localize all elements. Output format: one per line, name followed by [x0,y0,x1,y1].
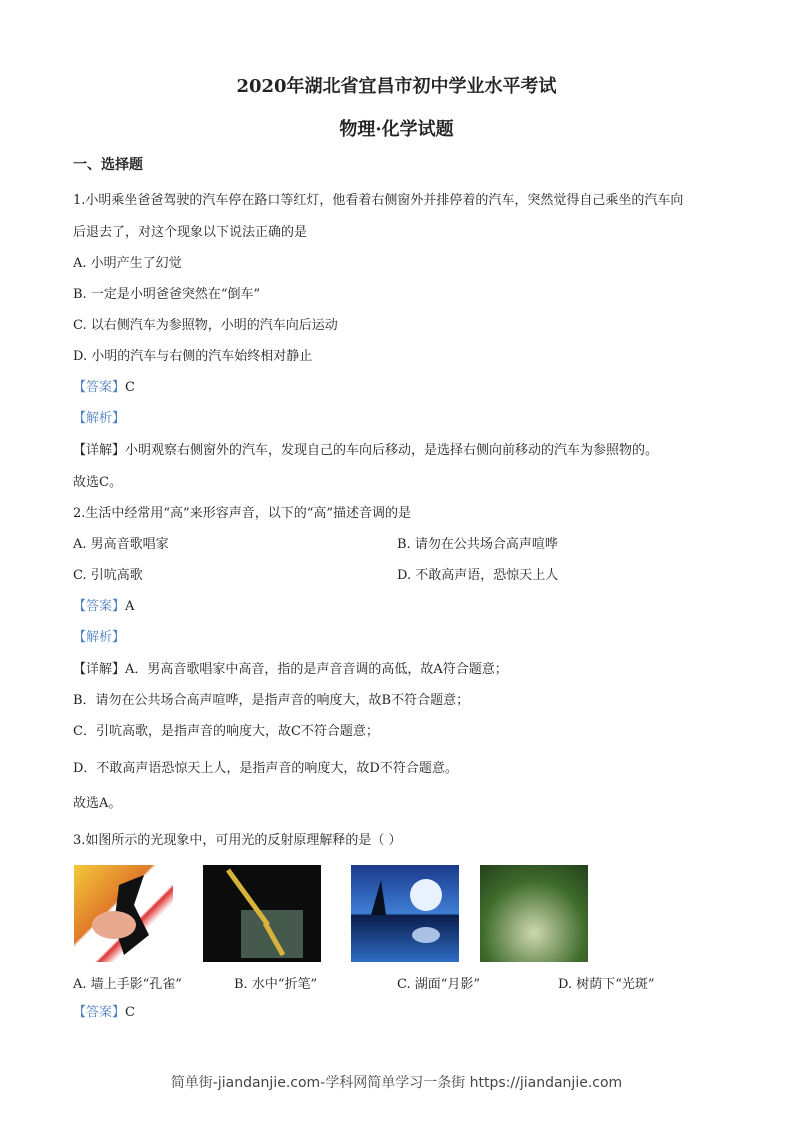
q2-option-b: B. 请勿在公共场合高声喧哗 [397,537,558,552]
moon-reflection-image [351,865,459,962]
q2-detail-d: D．不敢高声语恐惊天上人，是指声音的响度大，故D不符合题意。 [73,761,458,776]
answer-label: 【答案】 [73,380,126,395]
answer-value: A [125,599,135,614]
tree-shade-image [480,865,588,962]
q1-stem: 1.小明乘坐爸爸驾驶的汽车停在路口等红灯，他看着右侧窗外并排停着的汽车，突然觉得自己乘坐的汽车向 [73,193,684,208]
q3-stem: 3.如图所示的光现象中，可用光的反射原理解释的是（ ） [73,833,402,848]
answer-label: 【答案】 [73,1005,126,1020]
q2-option-c: C. 引吭高歌 [73,568,143,583]
answer-value: C [125,380,135,395]
q1-option-c: C. 以右侧汽车为参照物，小明的汽车向后运动 [73,318,338,333]
q3-option-d: D. 树荫下“光斑” [558,977,655,992]
footer-watermark: 简单街-jiandanjie.com-学科网简单学习一条街 https://jiandanjie.com [170,1075,623,1091]
q2-analysis-label: 【解析】 [73,630,126,645]
q2-detail-b: B．请勿在公共场合高声喧哗，是指声音的响度大，故B不符合题意； [73,693,470,708]
q1-stem-cont: 后退去了，对这个现象以下说法正确的是 [73,225,308,240]
q2-answer [73,599,134,615]
q1-analysis-label: 【解析】 [73,411,126,426]
q2-option-a: A. 男高音歌唱家 [73,537,169,552]
q1-option-d: D. 小明的汽车与右侧的汽车始终相对静止 [73,349,313,364]
hand-shadow-image [74,865,173,962]
answer-label: 【答案】 [73,599,126,614]
q1-conclusion: 故选C。 [73,475,122,490]
doc-subtitle: 物理·化学试题 [339,119,454,140]
answer-value: C [125,1005,135,1020]
q1-option-b: B. 一定是小明爸爸突然在“倒车” [73,287,261,302]
q1-answer [73,380,135,396]
q3-answer [73,1005,135,1021]
q3-option-b: B. 水中“折笔” [234,977,318,992]
q2-option-d: D. 不敢高声语，恐惊天上人 [397,568,559,583]
q2-detail-c: C．引吭高歌，是指声音的响度大，故C不符合题意； [73,724,379,739]
section-heading: 一、选择题 [73,157,143,173]
q1-option-a: A. 小明产生了幻觉 [73,256,182,271]
bent-pencil-image [203,865,321,962]
q3-option-c: C. 湖面“月影” [397,977,481,992]
q2-stem: 2.生活中经常用“高”来形容声音，以下的“高”描述音调的是 [73,506,411,521]
q1-detail: 【详解】小明观察右侧窗外的汽车，发现自己的车向后移动，是选择右侧向前移动的汽车为参照物的。 [73,443,659,458]
q2-detail-a: 【详解】A．男高音歌唱家中高音，指的是声音音调的高低，故A符合题意； [73,662,508,677]
doc-title: 2020年湖北省宜昌市初中学业水平考试 [236,76,557,97]
q3-option-a: A. 墙上手影“孔雀” [73,977,182,992]
q2-conclusion: 故选A。 [73,796,122,811]
